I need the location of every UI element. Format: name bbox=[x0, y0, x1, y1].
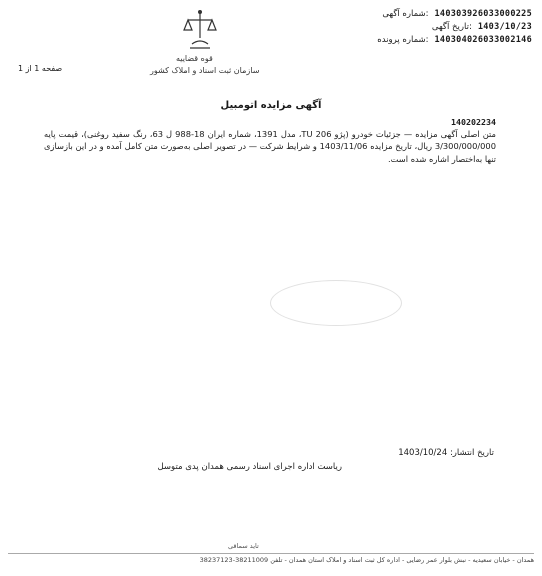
publish-date-line bbox=[398, 448, 494, 458]
meta-value: 140304026033002146 bbox=[434, 35, 532, 45]
footer-address: همدان - خیابان سعیدیه - نبش بلوار عمر رضایی - اداره کل ثبت اسناد و املاک استان همدان - تلفن 38211009-38237123 bbox=[199, 556, 534, 564]
org-name-judiciary: قوه قضاییه bbox=[176, 54, 213, 63]
signed-by: تاید سماقی bbox=[228, 542, 259, 550]
official-stamp bbox=[270, 280, 402, 326]
meta-row-notice-date bbox=[272, 21, 532, 34]
meta-label: تاریخ آگهی: bbox=[431, 22, 472, 32]
meta-row-notice-number bbox=[272, 8, 532, 21]
publish-date-label: تاریخ انتشار: bbox=[449, 448, 494, 458]
publish-date: 1403/10/24 bbox=[398, 448, 448, 458]
transcription-note: متن اصلی آگهی مزایده — جزئیات خودرو (پژو 206 TU، مدل 1391، شماره ایران 18-988 ل 63، رنگ سفید روغنی)، قیمت پایه 3/300/000/000 ریال، تاریخ مزایده 1403/11/06 و شرایط شرکت — در تصویر اصلی به‌صورت متن کامل آمده و در این بازسازی تنها به‌اختصار اشاره شده است. bbox=[44, 129, 496, 164]
notice-title: آگهی مزایده اتومبیل bbox=[220, 100, 322, 111]
signature-line: ریاست اداره اجرای اسناد رسمی همدان پدی متوسل bbox=[157, 462, 342, 472]
meta-label: شماره آگهی: bbox=[382, 9, 429, 19]
meta-value: 140303926033000225 bbox=[434, 9, 532, 19]
notice-body bbox=[44, 116, 496, 456]
judiciary-emblem-icon bbox=[180, 8, 220, 52]
file-number-line bbox=[44, 116, 496, 128]
footer-divider bbox=[8, 553, 534, 554]
meta-row-case-number bbox=[272, 34, 532, 47]
page-indicator: صفحه 1 از 1 bbox=[18, 64, 63, 73]
meta-label: شماره پرونده: bbox=[377, 35, 429, 45]
notice-header bbox=[0, 0, 542, 88]
meta-value: 1403/10/23 bbox=[477, 22, 532, 32]
org-name-registry: سازمان ثبت اسناد و املاک کشور bbox=[150, 66, 260, 75]
notice-meta bbox=[272, 8, 532, 47]
file-number: 140202234 bbox=[451, 117, 496, 127]
